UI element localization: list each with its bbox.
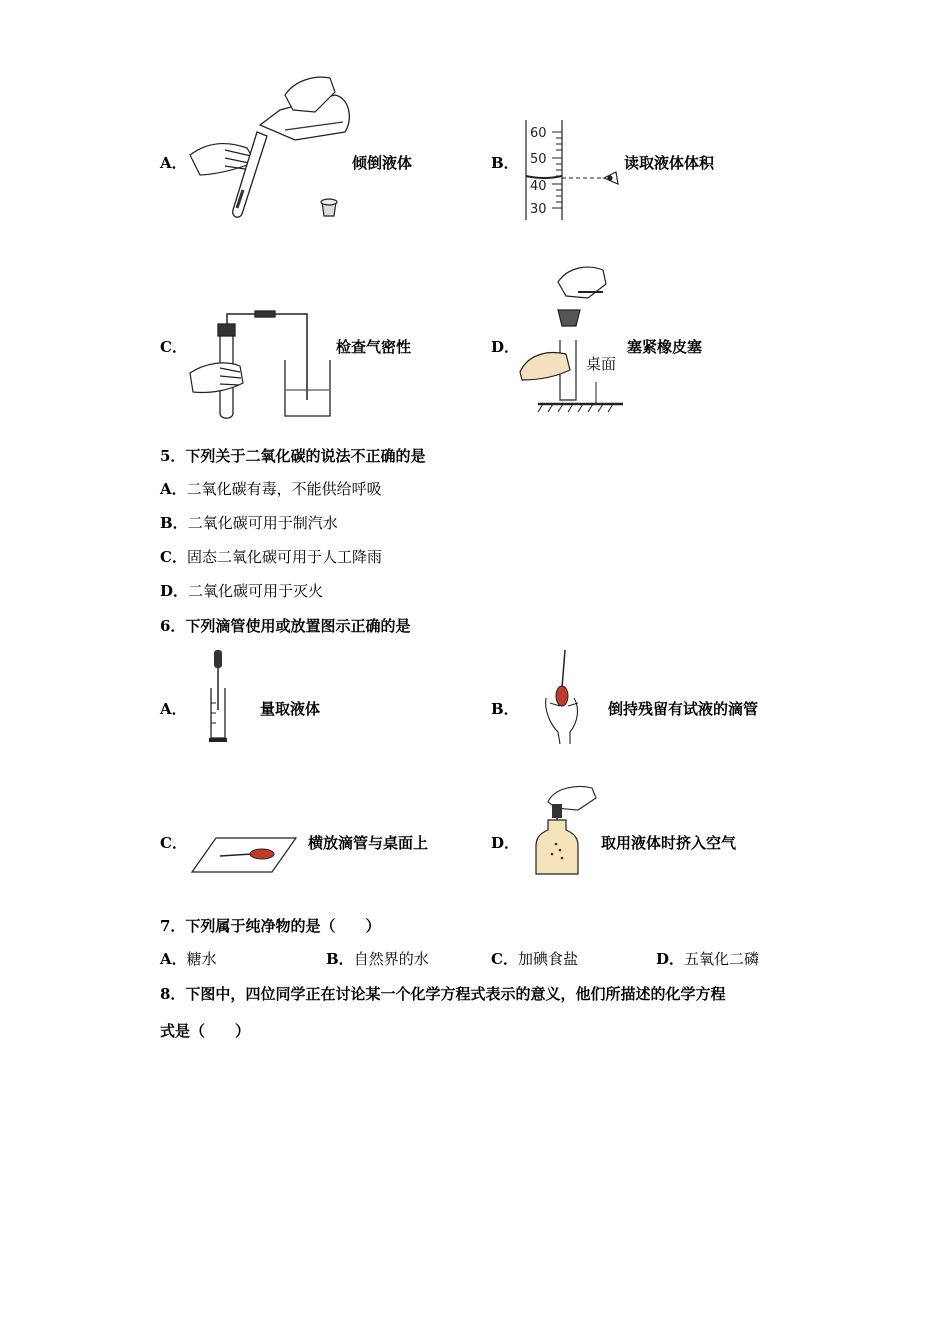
option-letter: A．	[160, 950, 187, 968]
q6-d-caption: 取用液体时挤入空气	[601, 834, 737, 852]
q6-b-caption: 倒持残留有试液的滴管	[608, 700, 759, 718]
option-letter: B．	[160, 514, 188, 532]
option-letter: A．	[160, 480, 187, 498]
q6-a-caption: 量取液体	[260, 700, 321, 718]
option-text: 二氧化碳有毒，不能供给呼吸	[186, 480, 382, 498]
option-letter: C．	[491, 950, 518, 968]
option-letter: D．	[160, 582, 189, 600]
q7-option-b	[326, 948, 429, 969]
q6-c-caption: 横放滴管与桌面上	[308, 834, 429, 852]
option-text: 固态二氧化碳可用于人工降雨	[186, 548, 382, 566]
option-letter: D．	[656, 950, 685, 968]
q5-option-a	[160, 478, 382, 499]
q4-option-a-letter: A．	[160, 154, 187, 172]
q6-option-b-letter: B．	[491, 700, 519, 718]
q6-option-a-letter: A．	[160, 700, 187, 718]
eye-icon	[604, 172, 618, 184]
scale-tick-label: 50	[530, 152, 547, 167]
q6-stem: 6．下列滴管使用或放置图示正确的是	[160, 617, 411, 635]
q4-a-pouring-figure	[185, 70, 355, 220]
q6-c-dropper-on-table-figure	[190, 832, 300, 876]
q6-a-dropper-in-cylinder-figure	[205, 648, 233, 744]
q5-option-d	[160, 580, 323, 601]
q4-option-b-letter: B．	[491, 154, 519, 172]
q4-option-d-letter: D．	[491, 338, 520, 356]
q7-option-a	[160, 948, 217, 969]
q8-stem-line1: 8．下图中，四位同学正在讨论某一个化学方程式表示的意义，他们所描述的化学方程	[160, 985, 726, 1003]
hand-icon	[520, 353, 570, 380]
scale-tick-label: 40	[530, 179, 547, 194]
q6-option-d-letter: D．	[491, 834, 520, 852]
hand-icon	[190, 363, 243, 393]
q6-d-dropper-in-bottle-figure	[530, 782, 602, 880]
q7-stem: 7．下列属于纯净物的是（ ）	[160, 917, 381, 935]
stopper-icon	[321, 199, 337, 216]
q4-c-caption: 检查气密性	[336, 338, 412, 356]
q8-stem-line2: 式是（ ）	[160, 1022, 251, 1040]
option-text: 加碘食盐	[517, 950, 578, 968]
option-letter: B．	[326, 950, 354, 968]
q4-b-graduated-cylinder-figure	[522, 120, 622, 220]
option-text: 自然界的水	[353, 950, 429, 968]
q4-b-caption: 读取液体体积	[624, 154, 715, 172]
option-text: 二氧化碳可用于灭火	[188, 582, 324, 600]
q4-c-airtightness-figure	[185, 308, 335, 420]
q5-option-b	[160, 512, 338, 533]
q4-d-stopper-figure	[518, 262, 628, 417]
table-label: 桌面	[586, 355, 617, 373]
option-text: 糖水	[186, 950, 217, 968]
scale-tick-label: 30	[530, 202, 547, 217]
q5-option-c	[160, 546, 382, 567]
q4-a-caption: 倾倒液体	[352, 154, 413, 172]
q4-d-caption: 塞紧橡皮塞	[627, 338, 703, 356]
q6-option-c-letter: C．	[160, 834, 187, 852]
scale-tick-label: 60	[530, 126, 547, 141]
q7-option-d	[656, 948, 759, 969]
option-letter: C．	[160, 548, 187, 566]
q6-b-inverted-dropper-figure	[540, 648, 588, 746]
hand-icon	[558, 267, 606, 298]
q7-option-c	[491, 948, 578, 969]
option-text: 二氧化碳可用于制汽水	[187, 514, 338, 532]
q5-stem: 5．下列关于二氧化碳的说法不正确的是	[160, 447, 426, 465]
q4-option-c-letter: C．	[160, 338, 187, 356]
option-text: 五氧化二磷	[684, 950, 760, 968]
